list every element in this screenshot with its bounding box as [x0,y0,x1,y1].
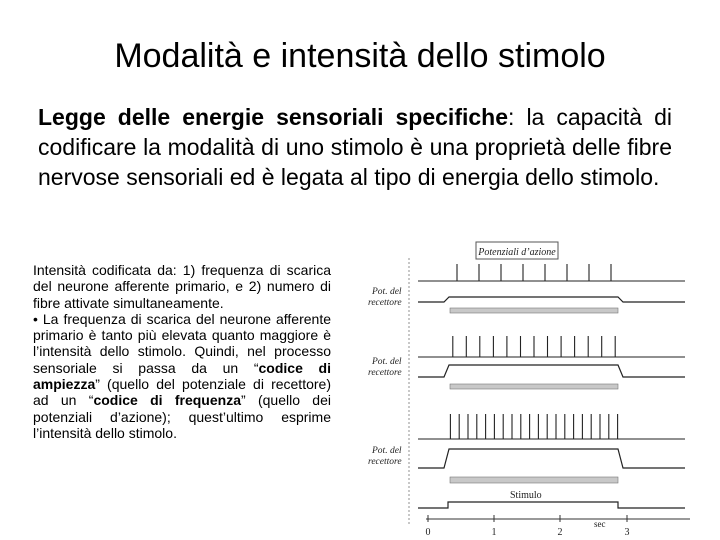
spike-train-1 [418,264,685,281]
spike-train-3 [418,414,685,439]
receptor-label-2b: recettore [368,368,402,378]
receptor-label-3b: recettore [368,457,402,467]
notes-p2-bold-frequency: codice di frequenza [93,392,241,409]
notes-p2-text-c: ” (quello del potenziale di recettore) ad un “ [33,376,331,409]
time-axis-tick-label: 0 [425,527,431,538]
time-axis-tick-label: 2 [557,527,563,538]
figure-header: Potenziali d’azione [478,247,556,258]
lead-term: Legge delle energie sensoriali specifiche [38,104,509,130]
time-axis-tick-label: 1 [491,527,497,538]
lead-text: : la capacità di codificare la modalità di uno stimolo è una proprietà delle fibre nervose sensoriali ed è legata al tipo di energia dello stimolo. [38,104,673,190]
panel-3 [368,414,685,483]
stimulus-label: Stimulo [510,490,542,501]
receptor-figure-svg [360,236,700,540]
time-axis-tick-label: 3 [624,527,630,538]
time-axis-unit: sec [594,519,606,529]
stimulus-bar-3 [450,477,618,483]
receptor-label-1b: recettore [368,298,402,308]
stimulus-bar-2 [450,384,618,389]
receptor-label-3a: Pot. del [372,446,402,456]
panel-1 [368,264,685,313]
notes-paragraph-1: Intensità codificata da: 1) frequenza di scarica del neurone afferente primario, e 2) numero di fibre attivate simultaneamente. [33,262,331,311]
stimulus-trace [418,502,685,508]
receptor-trace-2 [418,365,685,377]
panel-2 [368,336,685,389]
stimulus-bar-1 [450,308,618,313]
slide-title: Modalità e intensità dello stimolo [114,37,606,75]
notes-p2-bold-amplitude: codice di ampiezza [33,359,331,393]
receptor-trace-3 [418,449,685,468]
receptor-trace-1 [418,297,685,302]
receptor-figure [360,236,720,540]
notes-p2-text-e: ” (quello dei potenziali d’azione); quest’ultimo esprime l’intensità dello stimolo. [33,392,331,441]
notes-p2-text-a: • La frequenza di scarica del neurone afferente primario è tanto più elevata quanto maggiore è l’intensità dello stimolo. Quindi, nel processo sensoriale si passa da un “ [33,310,331,376]
notes-paragraph-2 [33,311,331,441]
receptor-label-1a: Pot. del [372,287,402,297]
notes-text [33,262,331,441]
receptor-label-2a: Pot. del [372,357,402,367]
spike-train-2 [418,336,685,357]
lead-paragraph [38,102,672,192]
